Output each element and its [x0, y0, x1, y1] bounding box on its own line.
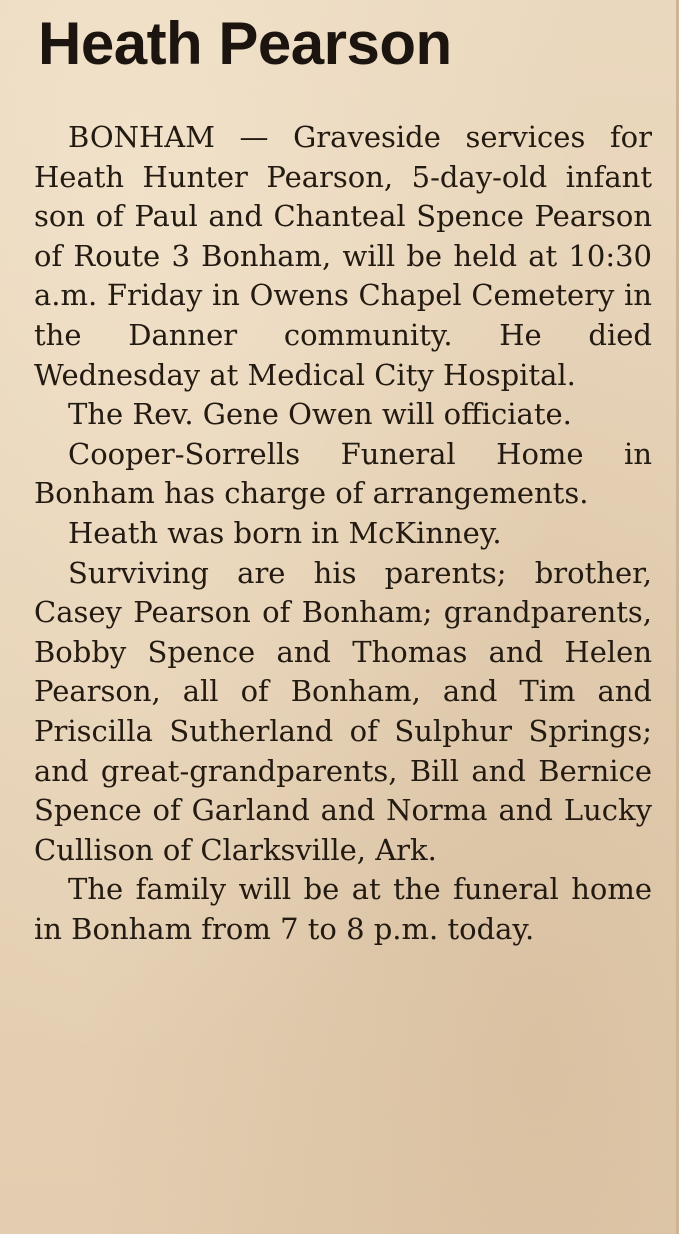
paragraph-funeral-home: Cooper-Sorrells Funeral Home in Bonham has charge of arrangements.: [34, 436, 652, 511]
paragraph-services: BONHAM — Graveside services for Heath Hunter Pearson, 5-day-old infant son of Paul and Chanteal Spence Pearson of Route 3 Bonham, will be held at 10:30 a.m. Friday in Owens Chapel Cemetery in the Danner community. He died Wednesday at Medical City Hospital.: [34, 120, 652, 392]
obituary-body: [34, 118, 652, 949]
paragraph-survivors: Surviving are his parents; brother, Casey Pearson of Bonham; grandparents, Bobby Spence and Thomas and Helen Pearson, all of Bonham, and Tim and Priscilla Sutherland of Sulphur Springs; and great-grandparents, Bill and Bernice Spence of Garland and Norma and Lucky Cullison of Clarksville, Ark.: [34, 555, 652, 867]
obituary-headline: Heath Pearson: [38, 10, 452, 77]
paragraph-visitation: The family will be at the funeral home in Bonham from 7 to 8 p.m. today.: [34, 872, 652, 946]
paragraph-officiant: The Rev. Gene Owen will officiate.: [68, 397, 572, 432]
paragraph-birthplace: Heath was born in McKinney.: [68, 515, 502, 550]
